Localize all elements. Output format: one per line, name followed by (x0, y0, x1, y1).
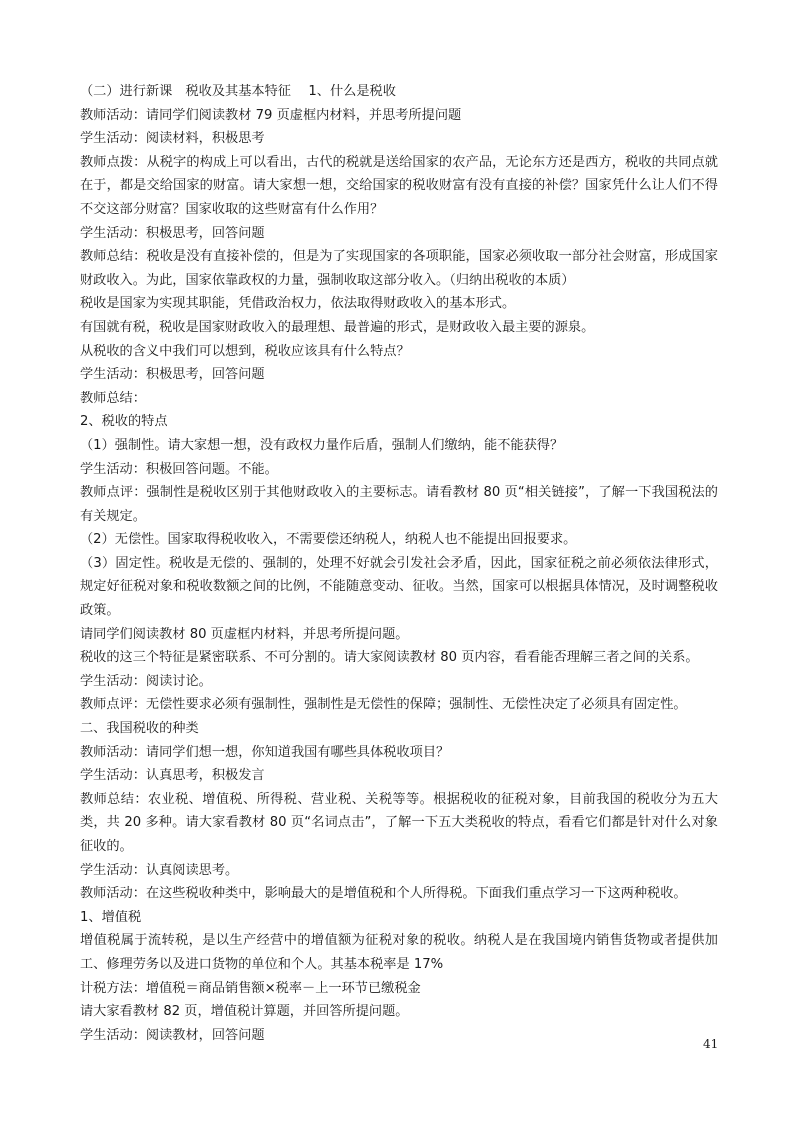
student-activity: 学生活动：阅读讨论。 (80, 673, 212, 689)
body-paragraph: 税收的这三个特征是紧密联系、不可分割的。请大家阅读教材 80 页内容，看看能否理解三者之间的关系。 (80, 650, 699, 666)
feature-item: （2）无偿性。国家取得税收收入，不需要偿还纳税人，纳税人也不能提出回报要求。 (80, 532, 577, 548)
teacher-comment: 教师点评：强制性是税收区别于其他财政收入的主要标志。请看教材 80 页“相关链接”，了解一下我国税法的有关规定。 (80, 485, 718, 524)
formula-line: 计税方法：增值税＝商品销售额×税率－上一环节已缴税金 (80, 980, 421, 996)
teacher-activity: 教师活动：请同学们阅读教材 79 页虚框内材料，并思考所提问题 (80, 107, 462, 123)
teacher-summary: 教师总结：农业税、增值税、所得税、营业税、关税等等。根据税收的征税对象，目前我国的税收分为五大类，共 20 多种。请大家看教材 80 页“名词点击”，了解一下五大类税收的特点，看看它们都是针对什么对象征收的。 (80, 791, 718, 854)
student-activity: 学生活动：积极思考，回答问题 (80, 367, 265, 383)
teacher-summary: 教师总结： (80, 390, 146, 406)
student-activity: 学生活动：积极思考，回答问题 (80, 225, 265, 241)
body-paragraph: 从税收的含义中我们可以想到，税收应该具有什么特点？ (80, 343, 410, 359)
student-activity: 学生活动：认真思考，积极发言 (80, 768, 265, 784)
feature-item: （1）强制性。请大家想一想，没有政权力量作后盾，强制人们缴纳，能不能获得？ (80, 437, 564, 453)
body-paragraph: 有国就有税，税收是国家财政收入的最理想、最普遍的形式，是财政收入最主要的源泉。 (80, 319, 595, 335)
feature-item: （3）固定性。税收是无偿的、强制的，处理不好就会引发社会矛盾，因此，国家征税之前必须依法律形式，规定好征税对象和税收数额之间的比例，不能随意变动、征收。当然，国家可以根据具体情况，及时调整税收政策。 (80, 555, 718, 619)
student-activity: 学生活动：积极回答问题。不能。 (80, 461, 278, 477)
subsection-heading: 2、税收的特点 (80, 414, 168, 430)
tax-definition: 税收是国家为实现其职能，凭借政治权力，依法取得财政收入的基本形式。 (80, 296, 516, 312)
teacher-activity: 教师活动：在这些税收种类中，影响最大的是增值税和个人所得税。下面我们重点学习一下这两种税收。 (80, 886, 687, 902)
student-activity: 学生活动：阅读教材，回答问题 (80, 1027, 265, 1043)
section-heading: （二）进行新课 税收及其基本特征 1、什么是税收 (80, 84, 396, 99)
body-paragraph: 请同学们阅读教材 80 页虚框内材料，并思考所提问题。 (80, 626, 409, 642)
student-activity: 学生活动：认真阅读思考。 (80, 862, 239, 878)
teacher-activity: 教师活动：请同学们想一想，你知道我国有哪些具体税收项目？ (80, 744, 450, 760)
subsection-heading: 1、增值税 (80, 909, 142, 925)
body-paragraph: 增值税属于流转税，是以生产经营中的增值额为征税对象的税收。纳税人是在我国境内销售货物或者提供加工、修理劳务以及进口货物的单位和个人。其基本税率是 17% (80, 933, 718, 972)
page-number: 41 (703, 1037, 719, 1051)
student-activity: 学生活动：阅读材料，积极思考 (80, 131, 265, 147)
section-heading: 二、我国税收的种类 (80, 721, 199, 737)
body-paragraph: 请大家看教材 82 页，增值税计算题，并回答所提问题。 (80, 1004, 409, 1020)
teacher-comment: 教师点评：无偿性要求必须有强制性，强制性是无偿性的保障；强制性、无偿性决定了必须具有固定性。 (80, 697, 687, 713)
document-body (80, 80, 718, 1047)
teacher-guidance: 教师点拨：从税字的构成上可以看出，古代的税就是送给国家的农产品，无论东方还是西方，税收的共同点就在于，都是交给国家的财富。请大家想一想，交给国家的税收财富有没有直接的补偿？国家凭什么让人们不得不交这部分财富？国家收取的这些财富有什么作用？ (80, 154, 718, 217)
teacher-summary: 教师总结：税收是没有直接补偿的，但是为了实现国家的各项职能，国家必须收取一部分社会财富，形成国家财政收入。为此，国家依靠政权的力量，强制收取这部分收入。（归纳出税收的本质） (80, 249, 718, 288)
